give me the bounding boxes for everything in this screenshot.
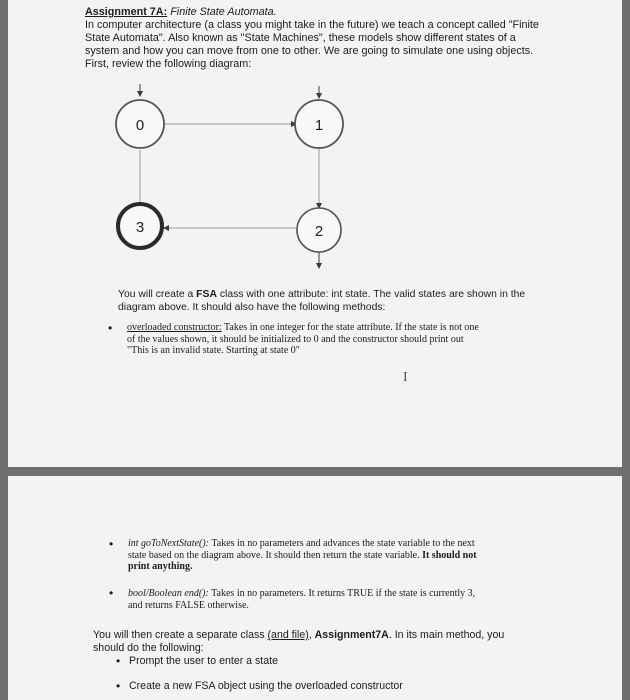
method-desc: and returns FALSE otherwise. xyxy=(128,599,249,611)
intro-line: system and how you can move from one to other. We are going to simulate one using objects. xyxy=(85,45,534,57)
method-end xyxy=(128,588,475,611)
description-line-1-pre: You will create a xyxy=(118,289,197,300)
bullet-dot: • xyxy=(109,537,114,551)
method-desc: Takes in no parameters. It returns TRUE if the state is currently 3, xyxy=(211,588,476,599)
description-paragraph xyxy=(118,289,525,314)
state-label-0: 0 xyxy=(135,117,145,134)
state-label-2: 2 xyxy=(314,223,324,240)
state-node-2 xyxy=(297,208,341,252)
main-line2: should do the following: xyxy=(93,642,204,654)
description-line-1-post: class with one attribute: int state. The valid states are shown in the xyxy=(216,289,526,300)
fsa-keyword: FSA xyxy=(196,289,217,300)
main-step-item: Create a new FSA object using the overloaded constructor xyxy=(129,680,403,692)
method-constructor xyxy=(127,322,479,357)
method-desc: of the values shown, it should be initialized to 0 and the constructor should print out xyxy=(127,333,464,345)
document-page-1 xyxy=(8,0,622,467)
state-diagram xyxy=(8,0,622,290)
main-class-name: Assignment7A xyxy=(314,629,389,641)
state-label-3: 3 xyxy=(135,219,145,236)
method-name: bool/Boolean end(): xyxy=(128,588,209,599)
text-cursor-icon: I xyxy=(403,370,408,385)
method-desc: "This is an invalid state. Starting at state 0" xyxy=(127,345,300,356)
intro-line: First, review the following diagram: xyxy=(85,58,252,70)
state-label-1: 1 xyxy=(314,117,324,134)
main-method-paragraph: You will then create a separate class (and file), Assignment7A. In its main method, you should do the following: xyxy=(93,629,505,654)
bullet-dot: • xyxy=(116,654,121,668)
assignment-subtitle: Finite State Automata. xyxy=(170,6,277,18)
main-line1-pre: You will then create a separate class xyxy=(93,629,265,641)
method-desc: Takes in one integer for the state attribute. If the state is not one xyxy=(224,322,479,333)
state-node-0 xyxy=(116,100,164,148)
document-page-2 xyxy=(8,476,622,700)
main-line1-post: . In its main method, you xyxy=(388,629,505,641)
method-name: int goToNextState(): xyxy=(128,538,210,549)
state-node-1 xyxy=(295,100,343,148)
intro-line: In computer architecture (a class you might take in the future) we teach a concept called "Finite xyxy=(85,19,539,31)
bullet-dot: • xyxy=(109,586,114,600)
method-emphasis: It should not xyxy=(422,549,477,561)
method-name: overloaded constructor: xyxy=(127,322,222,333)
method-gotonextstate xyxy=(128,538,477,573)
method-emphasis: print anything. xyxy=(128,561,193,572)
method-desc: Takes in no parameters and advances the state variable to the next xyxy=(211,538,475,549)
description-line: diagram above. It should also have the following methods: xyxy=(118,301,386,313)
intro-line: State Automata". Also known as "State Machines", these models show different states of a xyxy=(85,32,516,44)
state-node-3 xyxy=(118,204,162,248)
bullet-dot: • xyxy=(108,321,113,335)
bullet-dot: • xyxy=(116,679,121,693)
method-desc: state based on the diagram above. It should then return the state variable. xyxy=(128,549,420,561)
main-line1-underlined: (and file) xyxy=(267,629,309,641)
assignment-title: Assignment 7A: xyxy=(85,6,168,18)
main-step-item: Prompt the user to enter a state xyxy=(129,655,278,667)
